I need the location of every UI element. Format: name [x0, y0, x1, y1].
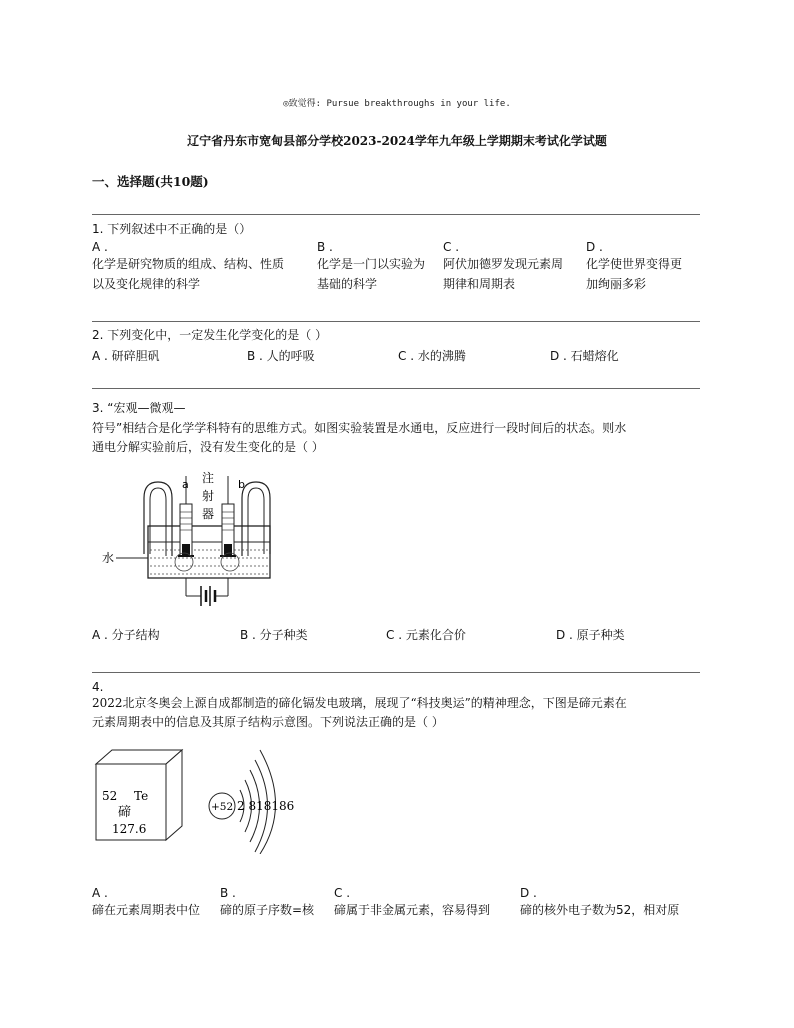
label-b: b — [238, 478, 245, 491]
water-surface-pattern — [150, 550, 268, 574]
q3-option-a[interactable]: A . 分子结构 — [92, 628, 160, 642]
question-3-line3: 通电分解实验前后，没有发生变化的是（ ） — [92, 440, 324, 454]
element-symbol: Te — [134, 789, 149, 803]
electrolysis-apparatus-diagram — [100, 466, 300, 614]
q3-option-c[interactable]: C . 元素化合价 — [386, 628, 466, 642]
element-cell-3d — [96, 750, 182, 840]
question-3-line2: 符号”相结合是化学学科特有的思维方式。如图实验装置是水通电，反应进行一段时间后的状态。则水 — [92, 421, 627, 435]
question-4-line2: 元素周期表中的信息及其原子结构示意图。下列说法正确的是（ ） — [92, 715, 444, 729]
atomic-number: 52 — [102, 789, 118, 803]
question-divider — [92, 672, 700, 673]
q2-option-c[interactable]: C . 水的沸腾 — [398, 349, 466, 363]
label-a: a — [182, 478, 189, 491]
q4-option-c[interactable]: C . 碲属于非金属元素，容易得到 — [334, 886, 491, 917]
question-4-line1: 2022北京冬奥会上源自成都制造的碲化镉发电玻璃，展现了“科技奥运”的精神理念，下图是碲元素在 — [92, 696, 627, 710]
q2-option-a[interactable]: A . 研碎胆矾 — [92, 349, 160, 363]
syringe-right — [220, 476, 239, 571]
q3-option-d[interactable]: D . 原子种类 — [556, 628, 625, 642]
atomic-mass: 127.6 — [112, 822, 147, 836]
q1-option-a[interactable]: A . 化学是研究物质的组成、结构、性质 以及变化规律的科学 — [92, 240, 285, 291]
q4-option-b[interactable]: B . 碲的原子序数=核 — [220, 886, 315, 917]
question-4-number: 4. — [92, 680, 104, 694]
page-motto: ◎致觉得: Pursue breakthroughs in your life. — [283, 99, 511, 109]
battery-icon — [201, 586, 215, 606]
electron-shells: 2 818186 — [237, 799, 295, 813]
atomic-structure-diagram — [209, 750, 294, 854]
q4-option-a[interactable]: A . 碲在元素周期表中位 — [92, 886, 201, 917]
syringe-label-1: 注 — [202, 471, 215, 485]
q2-option-b[interactable]: B . 人的呼吸 — [247, 349, 315, 363]
q3-option-b[interactable]: B . 分子种类 — [240, 628, 308, 642]
question-3-line1: 3. “宏观—微观— — [92, 401, 186, 415]
water-label: 水 — [102, 551, 115, 565]
question-2-stem: 2. 下列变化中，一定发生化学变化的是（ ） — [92, 328, 328, 342]
syringe-label-3: 器 — [202, 507, 215, 521]
question-divider — [92, 388, 700, 389]
q1-option-c[interactable]: C . 阿伏加德罗发现元素周 期律和周期表 — [443, 240, 564, 291]
exam-title: 辽宁省丹东市宽甸县部分学校2023-2024学年九年级上学期期末考试化学试题 — [187, 134, 607, 148]
element-name: 碲 — [118, 805, 132, 820]
q1-option-d[interactable]: D . 化学使世界变得更 加绚丽多彩 — [586, 240, 683, 291]
q2-option-d[interactable]: D . 石蜡熔化 — [550, 349, 619, 363]
nucleus-charge: +52 — [211, 801, 234, 813]
tellurium-element-and-atom-diagram — [92, 744, 312, 854]
q1-option-b[interactable]: B . 化学是一门以实验为 基础的科学 — [317, 240, 426, 291]
section-heading: 一、选择题(共10题) — [92, 174, 209, 189]
syringe-label-2: 射 — [202, 489, 215, 503]
q4-option-d[interactable]: D . 碲的核外电子数为52，相对原 — [520, 886, 680, 917]
question-1-stem: 1. 下列叙述中不正确的是（） — [92, 222, 252, 236]
question-divider — [92, 214, 700, 215]
question-divider — [92, 321, 700, 322]
